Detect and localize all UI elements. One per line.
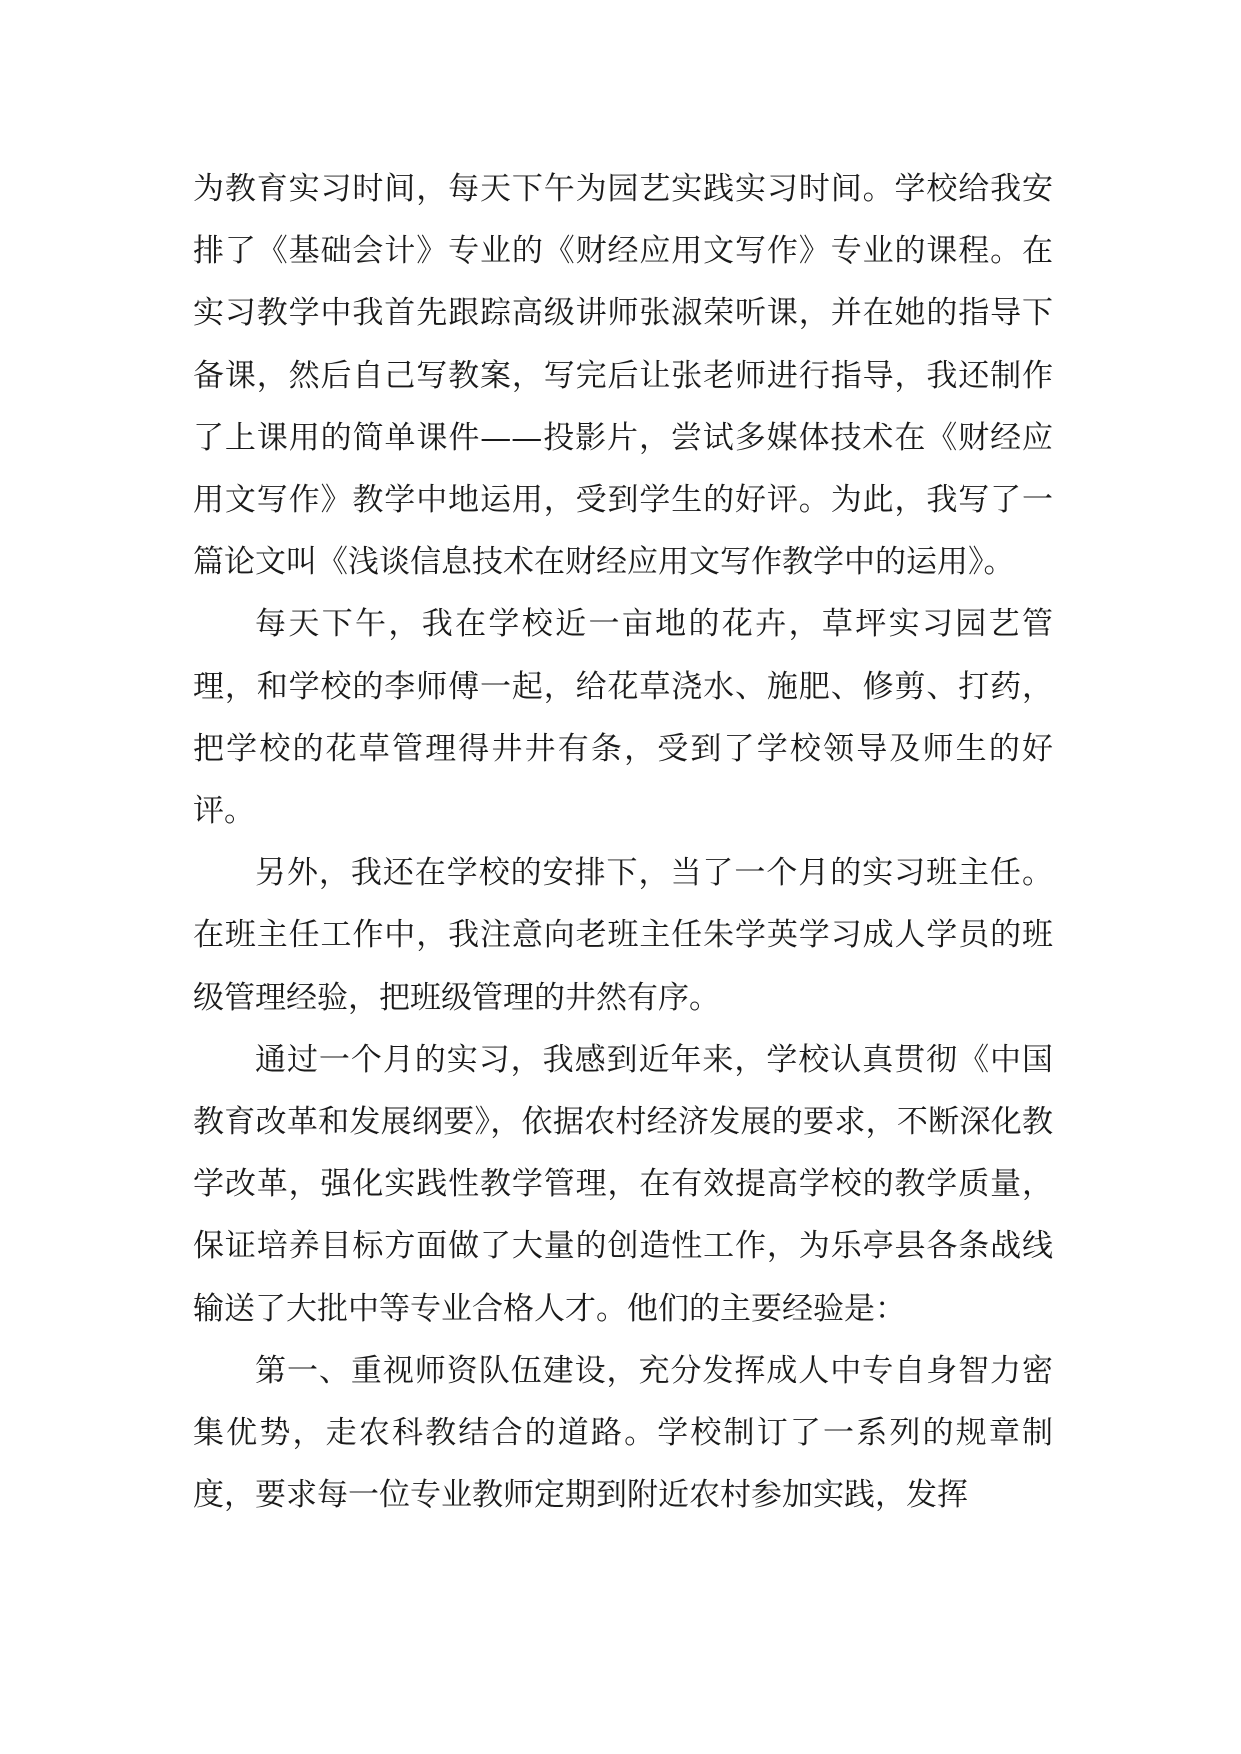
- document-body: [193, 158, 1053, 1526]
- paragraph-continuation: 为教育实习时间，每天下午为园艺实践实习时间。学校给我安排了《基础会计》专业的《财经应用文写作》专业的课程。在实习教学中我首先跟踪高级讲师张淑荣听课，并在她的指导下备课，然后自己写教案，写完后让张老师进行指导，我还制作了上课用的简单课件——投影片，尝试多媒体技术在《财经应用文写作》教学中地运用，受到学生的好评。为此，我写了一篇论文叫《浅谈信息技术在财经应用文写作教学中的运用》。: [193, 171, 1053, 581]
- paragraph-class-teacher: 另外，我还在学校的安排下，当了一个月的实习班主任。在班主任工作中，我注意向老班主任朱学英学习成人学员的班级管理经验，把班级管理的井然有序。: [193, 855, 1053, 1016]
- paragraph-garden-practice: 每天下午，我在学校近一亩地的花卉，草坪实习园艺管理，和学校的李师傅一起，给花草浇水、施肥、修剪、打药，把学校的花草管理得井井有条，受到了学校领导及师生的好评。: [193, 606, 1053, 830]
- paragraph-first-point: 第一、重视师资队伍建设，充分发挥成人中专自身智力密集优势，走农科教结合的道路。学校制订了一系列的规章制度，要求每一位专业教师定期到附近农村参加实践，发挥: [193, 1352, 1053, 1514]
- paragraph-experience-summary: 通过一个月的实习，我感到近年来，学校认真贯彻《中国教育改革和发展纲要》，依据农村经济发展的要求，不断深化教学改革，强化实践性教学管理，在有效提高学校的教学质量，保证培养目标方面做了大量的创造性工作，为乐亭县各条战线输送了大批中等专业合格人才。他们的主要经验是：: [193, 1041, 1053, 1327]
